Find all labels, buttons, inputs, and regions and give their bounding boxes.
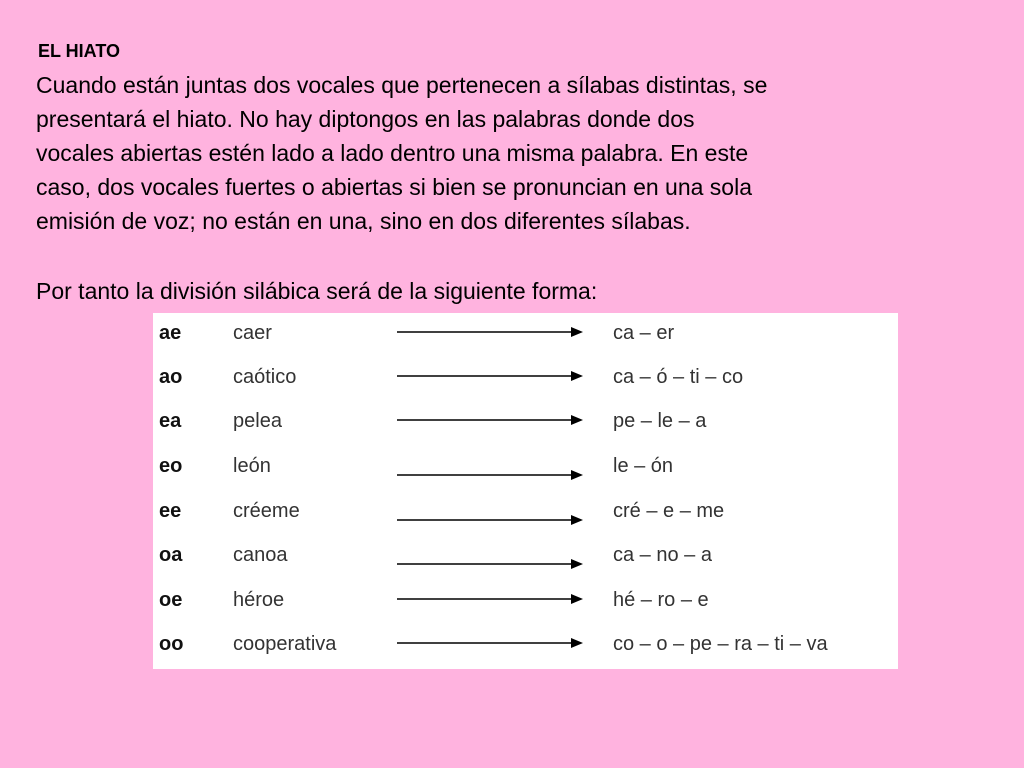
- example-word: caótico: [233, 366, 297, 388]
- vowel-pair: ao: [159, 366, 183, 388]
- right-arrow-icon: [397, 594, 583, 606]
- table-row: [153, 401, 898, 445]
- table-row: [153, 491, 898, 535]
- paragraph-line: vocales abiertas estén lado a lado dentro una misma palabra. En este: [36, 140, 749, 166]
- paragraph-line: presentará el hiato. No hay diptongos en las palabras donde dos: [36, 106, 695, 132]
- syllable-division: ca – no – a: [613, 544, 712, 566]
- vowel-pair: oo: [159, 633, 184, 655]
- right-arrow-icon: [397, 415, 583, 427]
- hiato-explanation: [36, 68, 986, 238]
- right-arrow-icon: [397, 371, 583, 383]
- paragraph-line: Cuando están juntas dos vocales que pertenecen a sílabas distintas, se: [36, 72, 768, 98]
- example-word: héroe: [233, 589, 285, 611]
- example-word: créeme: [233, 500, 300, 522]
- right-arrow-icon: [397, 638, 583, 650]
- right-arrow-icon: [397, 559, 583, 571]
- hiato-examples-table: [153, 313, 898, 669]
- example-word: canoa: [233, 544, 288, 566]
- example-word: pelea: [233, 410, 282, 432]
- syllable-division: co – o – pe – ra – ti – va: [613, 633, 828, 655]
- slide-title: EL HIATO: [38, 41, 121, 61]
- syllable-division: hé – ro – e: [613, 589, 709, 611]
- example-word: caer: [233, 322, 272, 344]
- example-word: león: [233, 455, 271, 477]
- vowel-pair: oa: [159, 544, 183, 566]
- paragraph-line: caso, dos vocales fuertes o abiertas si bien se pronuncian en una sola: [36, 174, 752, 200]
- syllable-division: cré – e – me: [613, 500, 725, 522]
- table-row: [153, 357, 898, 401]
- syllable-division: pe – le – a: [613, 410, 707, 432]
- right-arrow-icon: [397, 327, 583, 339]
- division-intro: Por tanto la división silábica será de la siguiente forma:: [36, 278, 598, 304]
- paragraph-line: emisión de voz; no están en una, sino en dos diferentes sílabas.: [36, 208, 691, 234]
- right-arrow-icon: [397, 470, 583, 482]
- right-arrow-icon: [397, 515, 583, 527]
- syllable-division: ca – er: [613, 322, 675, 344]
- table-row: [153, 313, 898, 357]
- syllable-division: ca – ó – ti – co: [613, 366, 744, 388]
- vowel-pair: ea: [159, 410, 182, 432]
- vowel-pair: oe: [159, 589, 183, 611]
- example-word: cooperativa: [233, 633, 337, 655]
- table-row: [153, 446, 898, 490]
- vowel-pair: ee: [159, 500, 182, 522]
- syllable-division: le – ón: [613, 455, 674, 477]
- table-row: [153, 580, 898, 624]
- vowel-pair: eo: [159, 455, 183, 477]
- table-row: [153, 624, 898, 668]
- vowel-pair: ae: [159, 322, 182, 344]
- table-row: [153, 535, 898, 579]
